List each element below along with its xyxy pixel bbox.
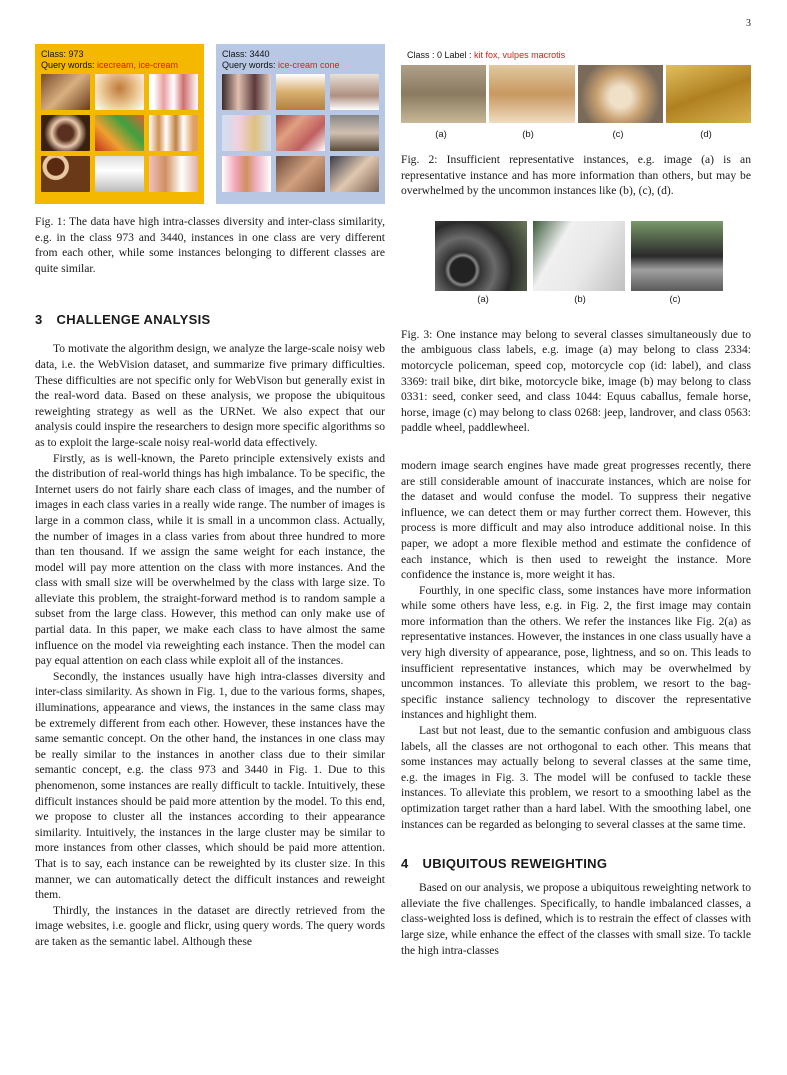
fig1-thumbnail <box>95 156 144 192</box>
section-3-body <box>35 341 385 949</box>
fig2-sublabel: (d) <box>700 129 712 140</box>
fig1-thumbnail <box>95 74 144 110</box>
fig1-panel2-thumbnails <box>222 74 379 192</box>
section-3-body-continued <box>401 458 751 832</box>
fig2-caption: Fig. 2: Insufficient representative instances, e.g. image (a) is an representative instance and has more information than others, but may be overwhelmed by the uncommon instances like (b), (c), (d). <box>401 153 751 198</box>
right-column <box>401 50 751 958</box>
fig1-panel1-thumbnails <box>41 74 198 192</box>
fig2-sublabel: (b) <box>522 129 534 140</box>
fig2-image-d <box>666 65 751 123</box>
fig2-header: Class : 0 Label : kit fox, vulpes macrotis <box>407 50 566 60</box>
fig1-panel2-class: Class: 3440 <box>222 49 270 59</box>
section-3-heading: 3 CHALLENGE ANALYSIS <box>35 312 211 328</box>
fig1-thumbnail <box>95 115 144 151</box>
fig1-caption: Fig. 1: The data have high intra-classes diversity and inter-class similarity, e.g. in the class 973 and 3440, instances in one class are very different from each other, while some instances belonging to different classes are quite similar. <box>35 215 385 275</box>
section3-paragraph: Fourthly, in one specific class, some instances have more information while some others have less, e.g. in Fig. 2, the first image may contain more information than the others. We refer the instances like Fig. 2(a) as representative instances. However, the instances in one class usually have a very high diversity of appearance, pose, lightness, and so on. This leads to insufficient representative instances, which may be overwhelmed by uncommon instances. To alleviate this problem, we resort to the bag-specific instance saliency technology to discover the representative instances and highlight them. <box>401 583 751 722</box>
fig1-thumbnail <box>276 74 325 110</box>
fig3-image-c <box>631 221 723 291</box>
fig1-thumbnail <box>149 115 198 151</box>
fig3-caption: Fig. 3: One instance may belong to several classes simultaneously due to the ambiguous class labels, e.g. image (a) may belong to class 2334: motorcycle policeman, speed cop, motorcycle cop (id: label), and class 3369: trail bike, dirt bike, motorcycle bike, image (b) may belong to class 0331: seed, conker seed, and class 1044: Equus caballus, female horse, horse, image (c) may belong to class 0268: jeep, landrover, and class 0563: paddle wheel, paddlewheel. <box>401 327 751 435</box>
figure-2-images <box>401 65 751 123</box>
fig1-thumbnail <box>41 115 90 151</box>
fig2-image-b <box>489 65 574 123</box>
fig3-sublabels <box>435 294 751 305</box>
section3-paragraph: To motivate the algorithm design, we analyze the large-scale noisy web data, i.e. the WebVision dataset, and summarize five primary difficulties. These difficulties are not specific only for WebVison but generally exist in the real-word data. Based on these analysis, we propose the ubiquitous reweighting strategy as well as the URNet. We also expect that our analysis could inspire the researchers to design more specific algorithms so as to exploit the large-scale noisy real-world data effectively. <box>35 342 385 449</box>
fig1-thumbnail <box>330 74 379 110</box>
fig2-image-c <box>578 65 663 123</box>
fig1-thumbnail <box>149 156 198 192</box>
fig3-image-a <box>435 221 527 291</box>
fig1-thumbnail <box>222 115 271 151</box>
fig1-thumbnail <box>330 115 379 151</box>
section3-paragraph: Thirdly, the instances in the dataset are directly retrieved from the image websites, i.e. google and flickr, using query words. The query words are taken as the semantic label. Although these <box>35 903 385 948</box>
section-4-heading: 4 UBIQUITOUS REWEIGHTING <box>401 856 608 872</box>
fig1-panel1-query: Query words: icecream, ice-cream <box>41 59 179 70</box>
fig1-thumbnail <box>149 74 198 110</box>
fig1-thumbnail <box>276 156 325 192</box>
section3-paragraph: Firstly, as is well-known, the Pareto principle extensively exists and the distribution of real-world things has high imbalance. To be specific, the Internet users do not fairly share each class of images, and the number of images in each class varies in a really wide range. The number of images is large in a common class, while it is small in a uncommon class. Actually, the number of images in a class varies from about three hundred to more than ten thousand. If we assign the same weight for each instance, the model will pay more attention on the class with more instances. And the class with small size will be overwhelmed by the class with large size. To alleviate this problem, the straight-forward method is to random sample a subset from the large class. However, this method can only make use of partial data. In this paper, we make each class to have almost the same influence on the model via reweighting each instance. Then the model can pay equal attention on each class while exploit all of the instances. <box>35 451 385 668</box>
fig1-panel-class-973 <box>35 44 204 204</box>
section3-paragraph: Secondly, the instances usually have high intra-classes diversity and inter-class similarity. As shown in Fig. 1, due to the various forms, shapes, illuminations, appearance and views, the instances in the same class may be extremely different from each other. However, these instances have the same semantic concept. On the other hand, the instances in one class may be really similar to the instances in another class due to their similar semantic concept, e.g. the class 973 and 3440 in Fig. 1. Due to this phenomenon, some instances are really difficult to tackle. Intuitively, these difficult instances should be paid more attention by the model. To this end, we propose to cluster all the instances according to their appearance similarity. Intuitively, the instances in the large cluster may be similar to more instances from other classes, which should be paid more attention. That is to say, each instance can be reweighted by its cluster size. In this manner, we can automatically detect the difficult instances and reweight them. <box>35 669 385 902</box>
fig1-thumbnail <box>330 156 379 192</box>
section3-paragraph-continued: modern image search engines have made great progresses recently, there are still considerable amount of inaccurate instances, which are noise for the dataset and would confuse the model. To suppress their negative influence, we can detect them or may further correct them. However, this process is more difficult and may also introduce additional noise. In this paper, we adopt a more flexible method and estimate the confidence of each instance, which is then used to reweight the instance. More confidence the instance is, more weight it has. <box>401 458 751 582</box>
fig2-image-a <box>401 65 486 123</box>
fig1-panel-class-3440 <box>216 44 385 204</box>
fig1-thumbnail <box>41 74 90 110</box>
fig1-thumbnail <box>276 115 325 151</box>
left-column <box>35 44 385 950</box>
figure-3-images <box>435 221 751 291</box>
fig1-thumbnail <box>222 156 271 192</box>
section3-paragraph: Last but not least, due to the semantic confusion and ambiguous class labels, all the classes are not orthogonal to each other. This means that some instances may actually belong to several classes at the same time, e.g. the images in Fig. 3. The model will be confused to tackle these instances. To alleviate this problem, we resort to a smoothing label as the optimization target rather than a hard label. With the smoothing label, one instances can be regarded as belonging to several classes at the same time. <box>401 724 751 831</box>
fig1-thumbnail <box>222 74 271 110</box>
fig1-panel1-class: Class: 973 <box>41 49 84 59</box>
fig2-sublabels <box>401 129 751 140</box>
fig1-thumbnail <box>41 156 90 192</box>
fig3-sublabel: (c) <box>669 293 681 305</box>
fig1-panel2-query: Query words: ice-cream cone <box>222 59 340 70</box>
section4-paragraph: Based on our analysis, we propose a ubiquitous reweighting network to alleviate the five challenges. Specifically, to handle imbalanced classes, a class-weighted loss is defined, which is to restrain the effect of classes with large size, while enhance the effect of the classes with small size. To tackle the high intra-classes <box>401 881 751 957</box>
page-number: 3 <box>746 18 751 29</box>
fig3-sublabel: (a) <box>477 293 489 305</box>
fig3-image-b <box>533 221 625 291</box>
fig3-sublabel: (b) <box>574 293 586 305</box>
figure-1 <box>35 44 385 204</box>
fig2-sublabel: (a) <box>435 129 447 140</box>
fig2-sublabel: (c) <box>612 129 624 140</box>
